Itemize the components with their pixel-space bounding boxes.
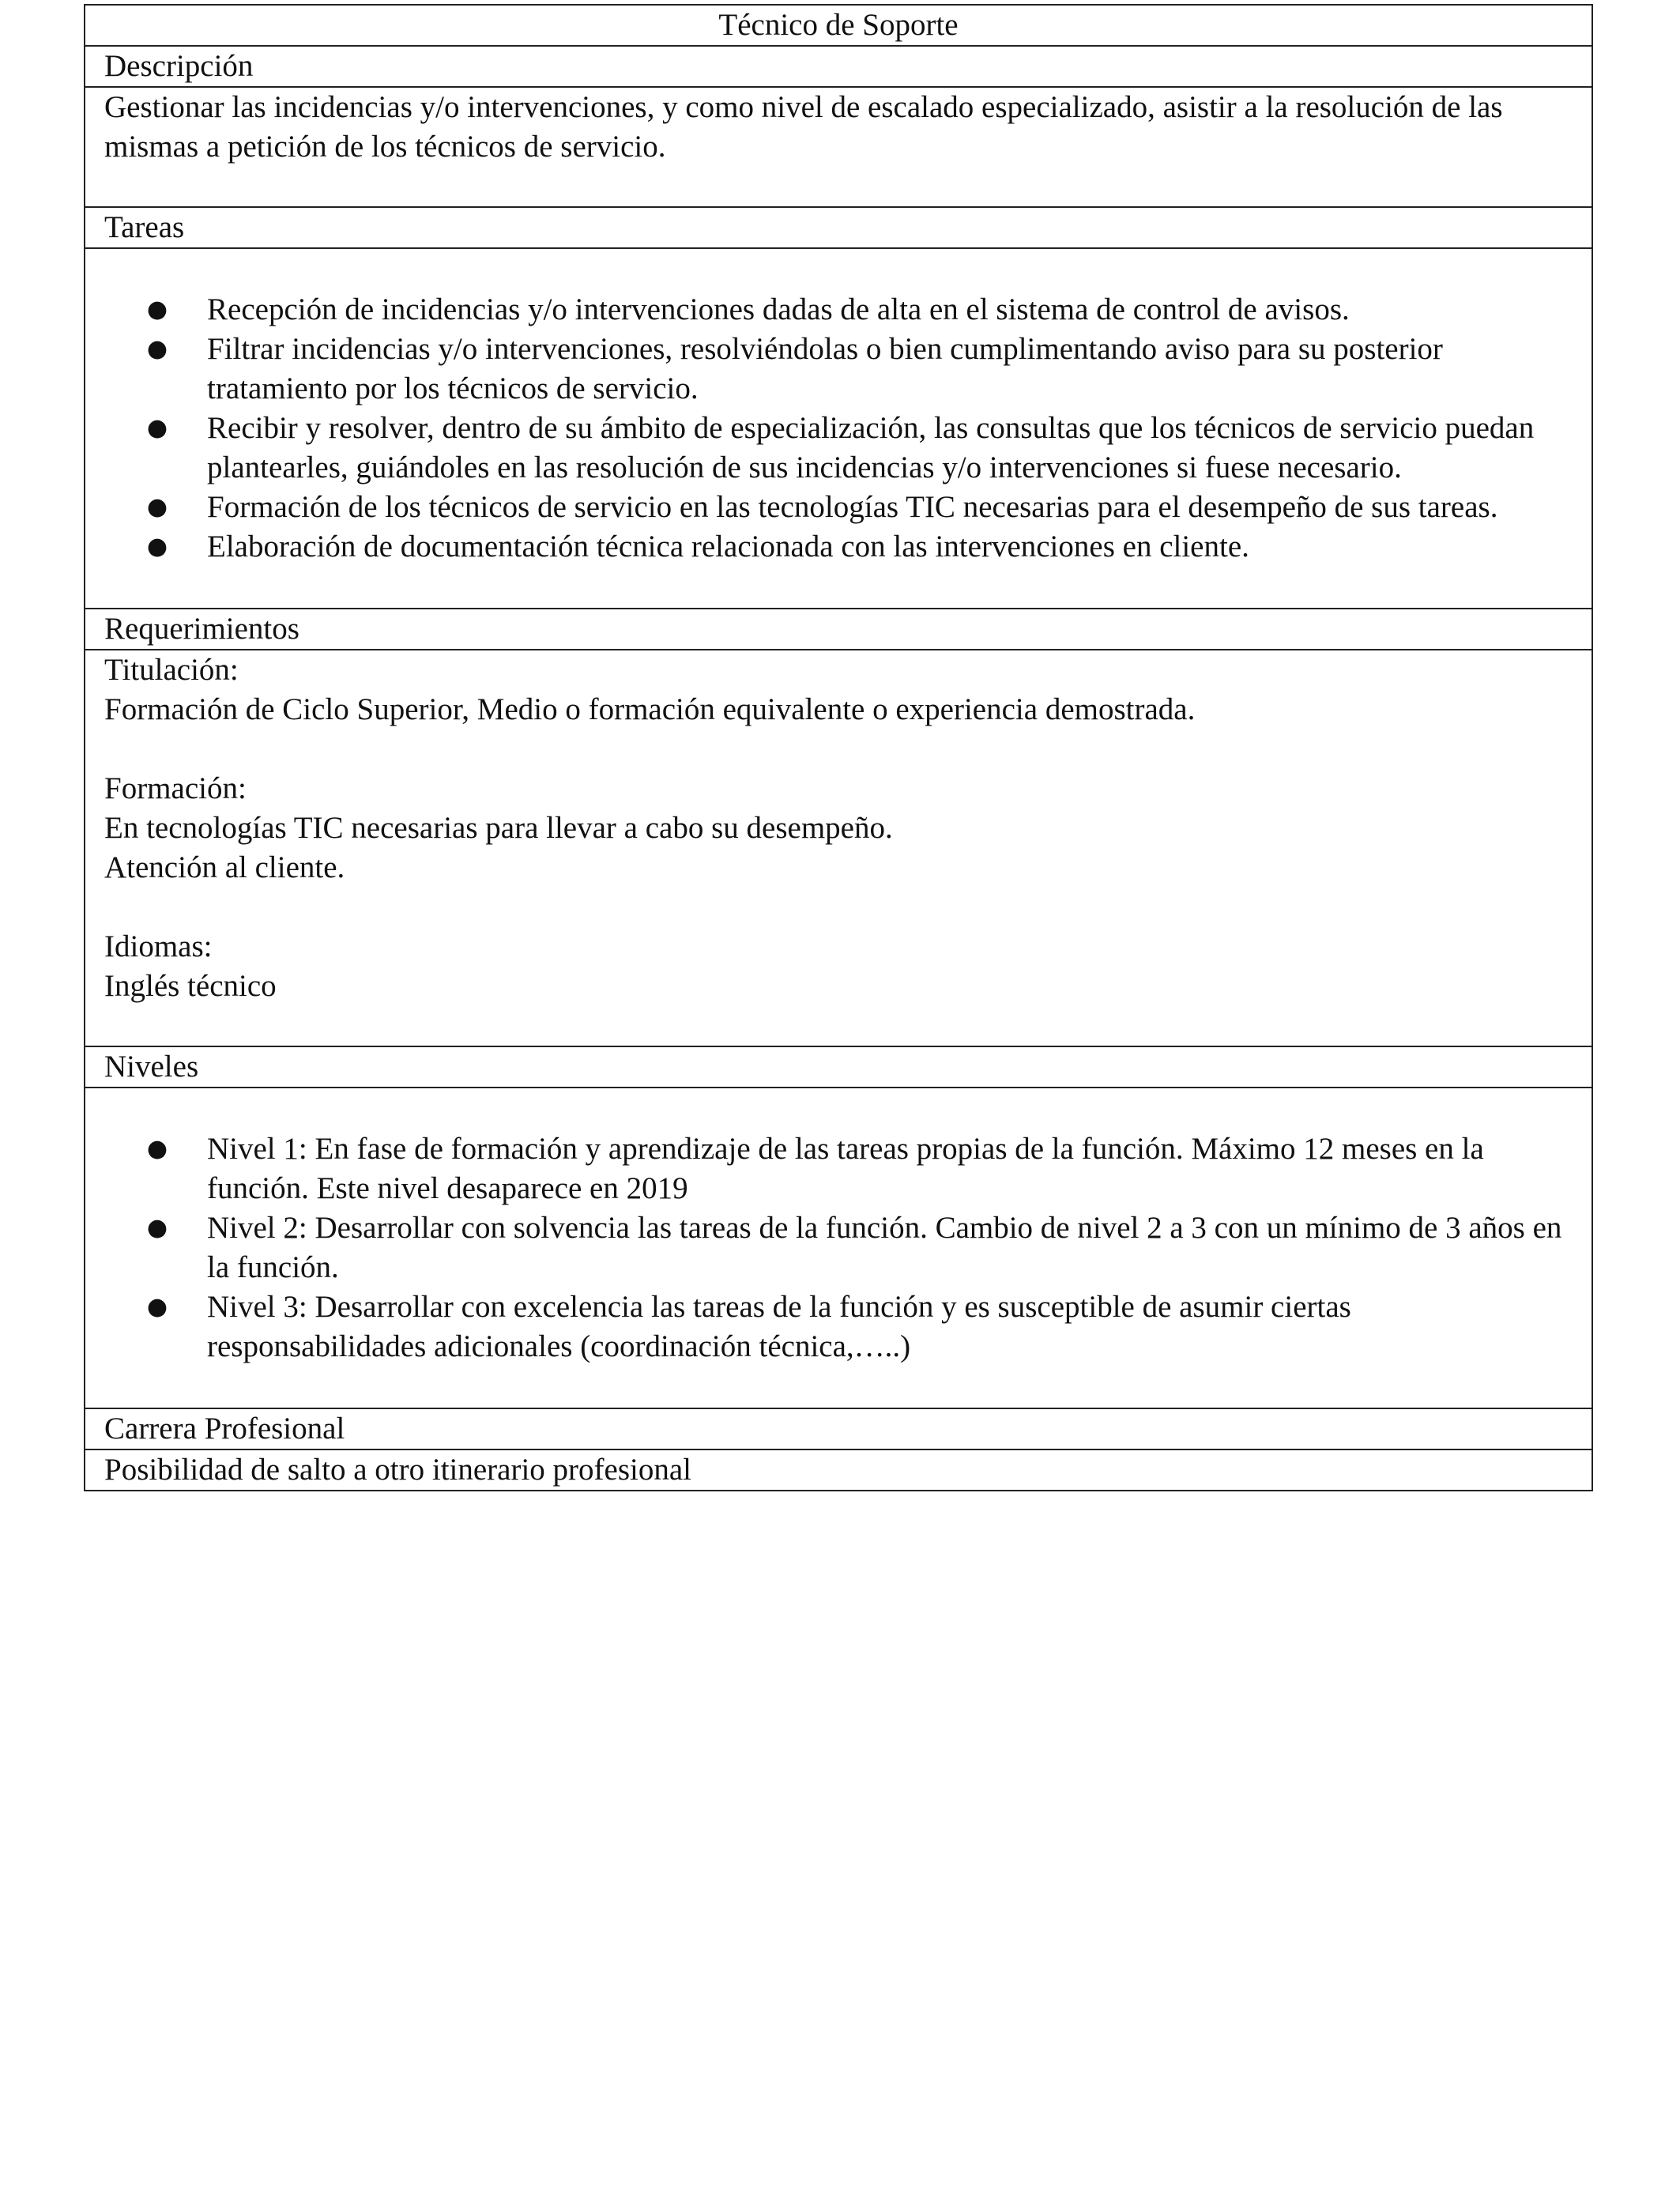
bullet-icon: ● (146, 296, 168, 323)
description-text: Gestionar las incidencias y/o intervenciones, y como nivel de escalado especializado, asistir a la resolución de las mismas a petición de los técnicos de servicio. (85, 87, 1592, 207)
bullet-icon: ● (146, 493, 168, 521)
languages-text: Inglés técnico (104, 969, 277, 1003)
bullet-icon: ● (146, 1135, 168, 1163)
task-text: Recepción de incidencias y/o intervenciones dadas de alta en el sistema de control de avisos. (207, 292, 1350, 326)
description-row (85, 87, 1592, 207)
career-heading: Carrera Profesional (85, 1408, 1592, 1449)
level-text: Nivel 3: Desarrollar con excelencia las tareas de la función y es susceptible de asumir ciertas responsabilidades adicionales (coordinación técnica,…..) (207, 1290, 1351, 1363)
levels-heading: Niveles (85, 1046, 1592, 1088)
list-item (146, 330, 1573, 409)
qualification-block (104, 650, 1573, 729)
task-text: Elaboración de documentación técnica relacionada con las intervenciones en cliente. (207, 530, 1249, 564)
requirements-heading: Requerimientos (85, 609, 1592, 650)
tasks-heading-row (85, 207, 1592, 248)
description-heading-row (85, 46, 1592, 87)
job-title: Técnico de Soporte (85, 5, 1592, 46)
task-text: Formación de los técnicos de servicio en las tecnologías TIC necesarias para el desempeño de sus tareas. (207, 490, 1498, 524)
tasks-row (85, 248, 1592, 609)
tasks-heading: Tareas (85, 207, 1592, 248)
title-row (85, 5, 1592, 46)
languages-block (104, 927, 1573, 1006)
bullet-icon: ● (146, 533, 168, 560)
bullet-icon: ● (146, 414, 168, 442)
requirements-cell (85, 650, 1592, 1046)
career-heading-row (85, 1408, 1592, 1449)
training-label: Formación: (104, 771, 247, 805)
career-text: Posibilidad de salto a otro itinerario profesional (85, 1449, 1592, 1491)
levels-list (104, 1129, 1573, 1367)
bullet-icon: ● (146, 1293, 168, 1321)
requirements-heading-row (85, 609, 1592, 650)
list-item (146, 488, 1573, 527)
description-heading: Descripción (85, 46, 1592, 87)
level-text: Nivel 2: Desarrollar con solvencia las tareas de la función. Cambio de nivel 2 a 3 con un mínimo de 3 años en la función. (207, 1211, 1562, 1284)
list-item (146, 409, 1573, 488)
tasks-cell (85, 248, 1592, 609)
list-item (146, 527, 1573, 567)
qualification-label: Titulación: (104, 653, 239, 687)
levels-cell (85, 1088, 1592, 1408)
training-line: Atención al cliente. (104, 850, 345, 884)
levels-heading-row (85, 1046, 1592, 1088)
list-item (146, 1208, 1573, 1287)
level-text: Nivel 1: En fase de formación y aprendizaje de las tareas propias de la función. Máximo 12 meses en la función. Este nivel desaparece en 2019 (207, 1132, 1484, 1205)
list-item (146, 290, 1573, 330)
list-item (146, 1129, 1573, 1208)
list-item (146, 1287, 1573, 1367)
bullet-icon: ● (146, 335, 168, 363)
task-text: Filtrar incidencias y/o intervenciones, resolviéndolas o bien cumplimentando aviso para su posterior tratamiento por los técnicos de servicio. (207, 332, 1443, 405)
tasks-list (104, 290, 1573, 567)
languages-label: Idiomas: (104, 929, 213, 963)
requirements-row (85, 650, 1592, 1046)
job-profile-table (84, 4, 1593, 1491)
training-line: En tecnologías TIC necesarias para llevar a cabo su desempeño. (104, 811, 893, 845)
levels-row (85, 1088, 1592, 1408)
task-text: Recibir y resolver, dentro de su ámbito de especialización, las consultas que los técnicos de servicio puedan plantearles, guiándoles en las resolución de sus incidencias y/o intervenciones si fuese necesario. (207, 411, 1535, 484)
training-block (104, 769, 1573, 888)
bullet-icon: ● (146, 1214, 168, 1242)
career-row (85, 1449, 1592, 1491)
qualification-text: Formación de Ciclo Superior, Medio o formación equivalente o experiencia demostrada. (104, 692, 1196, 726)
